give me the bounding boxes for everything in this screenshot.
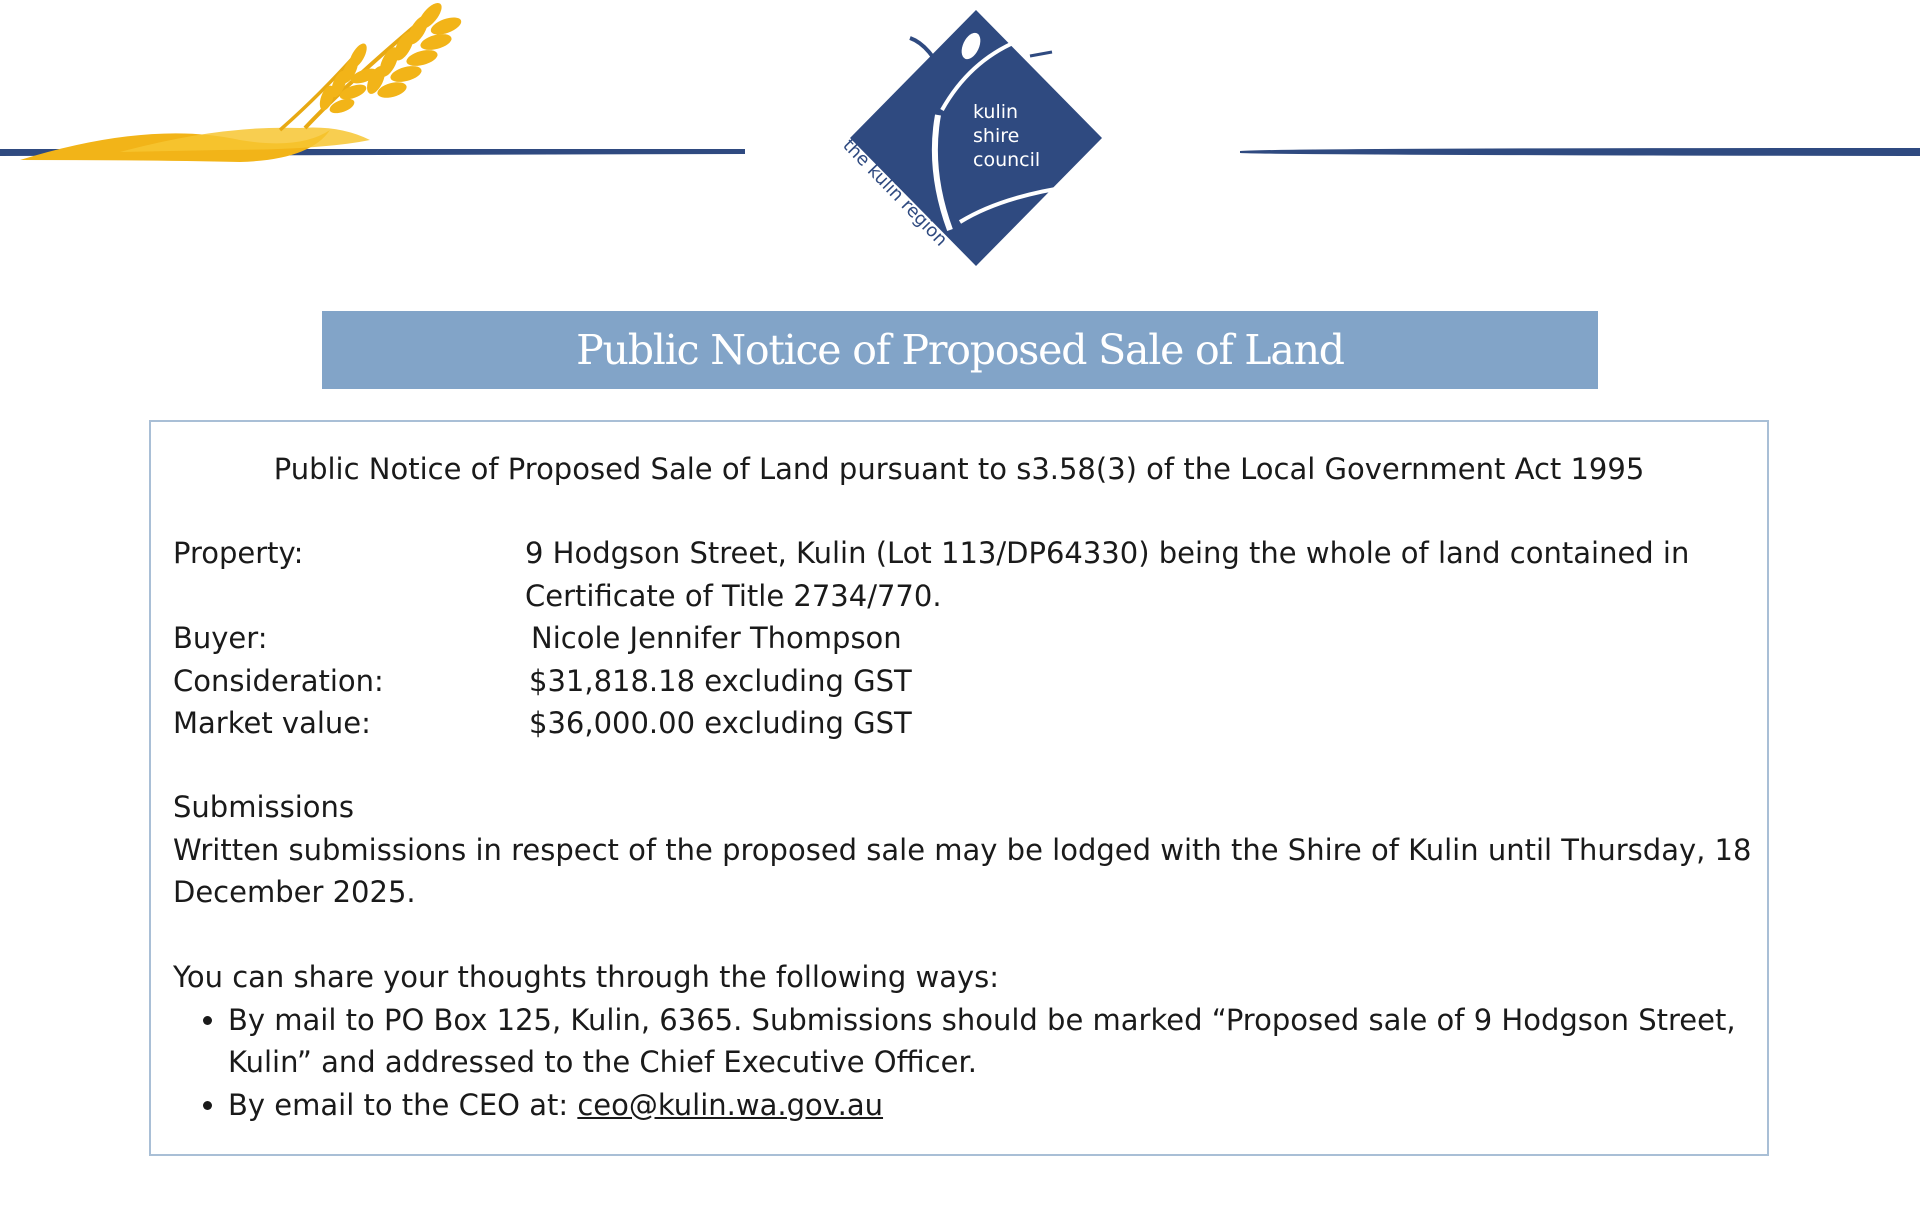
field-label: Market value: — [173, 706, 371, 740]
logo-text-council: council — [973, 149, 1041, 171]
list-item-mail — [228, 999, 1753, 1084]
logo-text-kulin: kulin — [973, 101, 1019, 123]
list-item-email — [228, 1084, 1753, 1127]
ways-intro: You can share your thoughts through the following ways: — [173, 960, 1000, 994]
wheat-decoration — [0, 0, 480, 190]
sale-details — [173, 532, 1743, 745]
submission-ways — [173, 956, 1753, 1126]
logo-arc-textpath: the kulin region — [838, 134, 952, 251]
field-label: Buyer: — [173, 621, 268, 655]
field-row-property — [173, 532, 1743, 617]
notice-intro: Public Notice of Proposed Sale of Land pursuant to s3.58(3) of the Local Government Act 1995 — [273, 452, 1645, 486]
field-value: $31,818.18 excluding GST — [529, 663, 912, 698]
mail-instructions: By mail to PO Box 125, Kulin, 6365. Submissions should be marked “Proposed sale of 9 Hodgson Street, Kulin” and addressed to the Chief Executive Officer. — [228, 1002, 1736, 1079]
field-label: Property: — [173, 536, 304, 570]
email-instructions: By email to the CEO at: — [228, 1087, 578, 1122]
ceo-email-link[interactable]: ceo@kulin.wa.gov.au — [577, 1087, 884, 1122]
kulin-shire-council-logo — [820, 0, 1140, 290]
logo-text-shire: shire — [973, 125, 1020, 147]
submissions-section — [173, 786, 1753, 914]
header-line-right — [1238, 140, 1920, 164]
field-label: Consideration: — [173, 663, 384, 698]
notice-box — [149, 420, 1769, 1156]
field-value: $36,000.00 excluding GST — [529, 706, 912, 740]
field-value: Nicole Jennifer Thompson — [531, 621, 902, 655]
field-row-buyer — [173, 617, 1743, 660]
page-title: Public Notice of Proposed Sale of Land — [576, 326, 1344, 374]
field-row-consideration — [173, 660, 1743, 703]
field-value: 9 Hodgson Street, Kulin (Lot 113/DP64330) being the whole of land contained in Certificate of Title 2734/770. — [525, 536, 1690, 613]
submissions-text: Written submissions in respect of the proposed sale may be lodged with the Shire of Kulin until Thursday, 18 December 2025. — [173, 832, 1752, 909]
field-row-market-value — [173, 702, 1743, 745]
title-banner — [322, 311, 1598, 389]
submissions-heading: Submissions — [173, 790, 355, 824]
ways-list — [173, 999, 1753, 1127]
